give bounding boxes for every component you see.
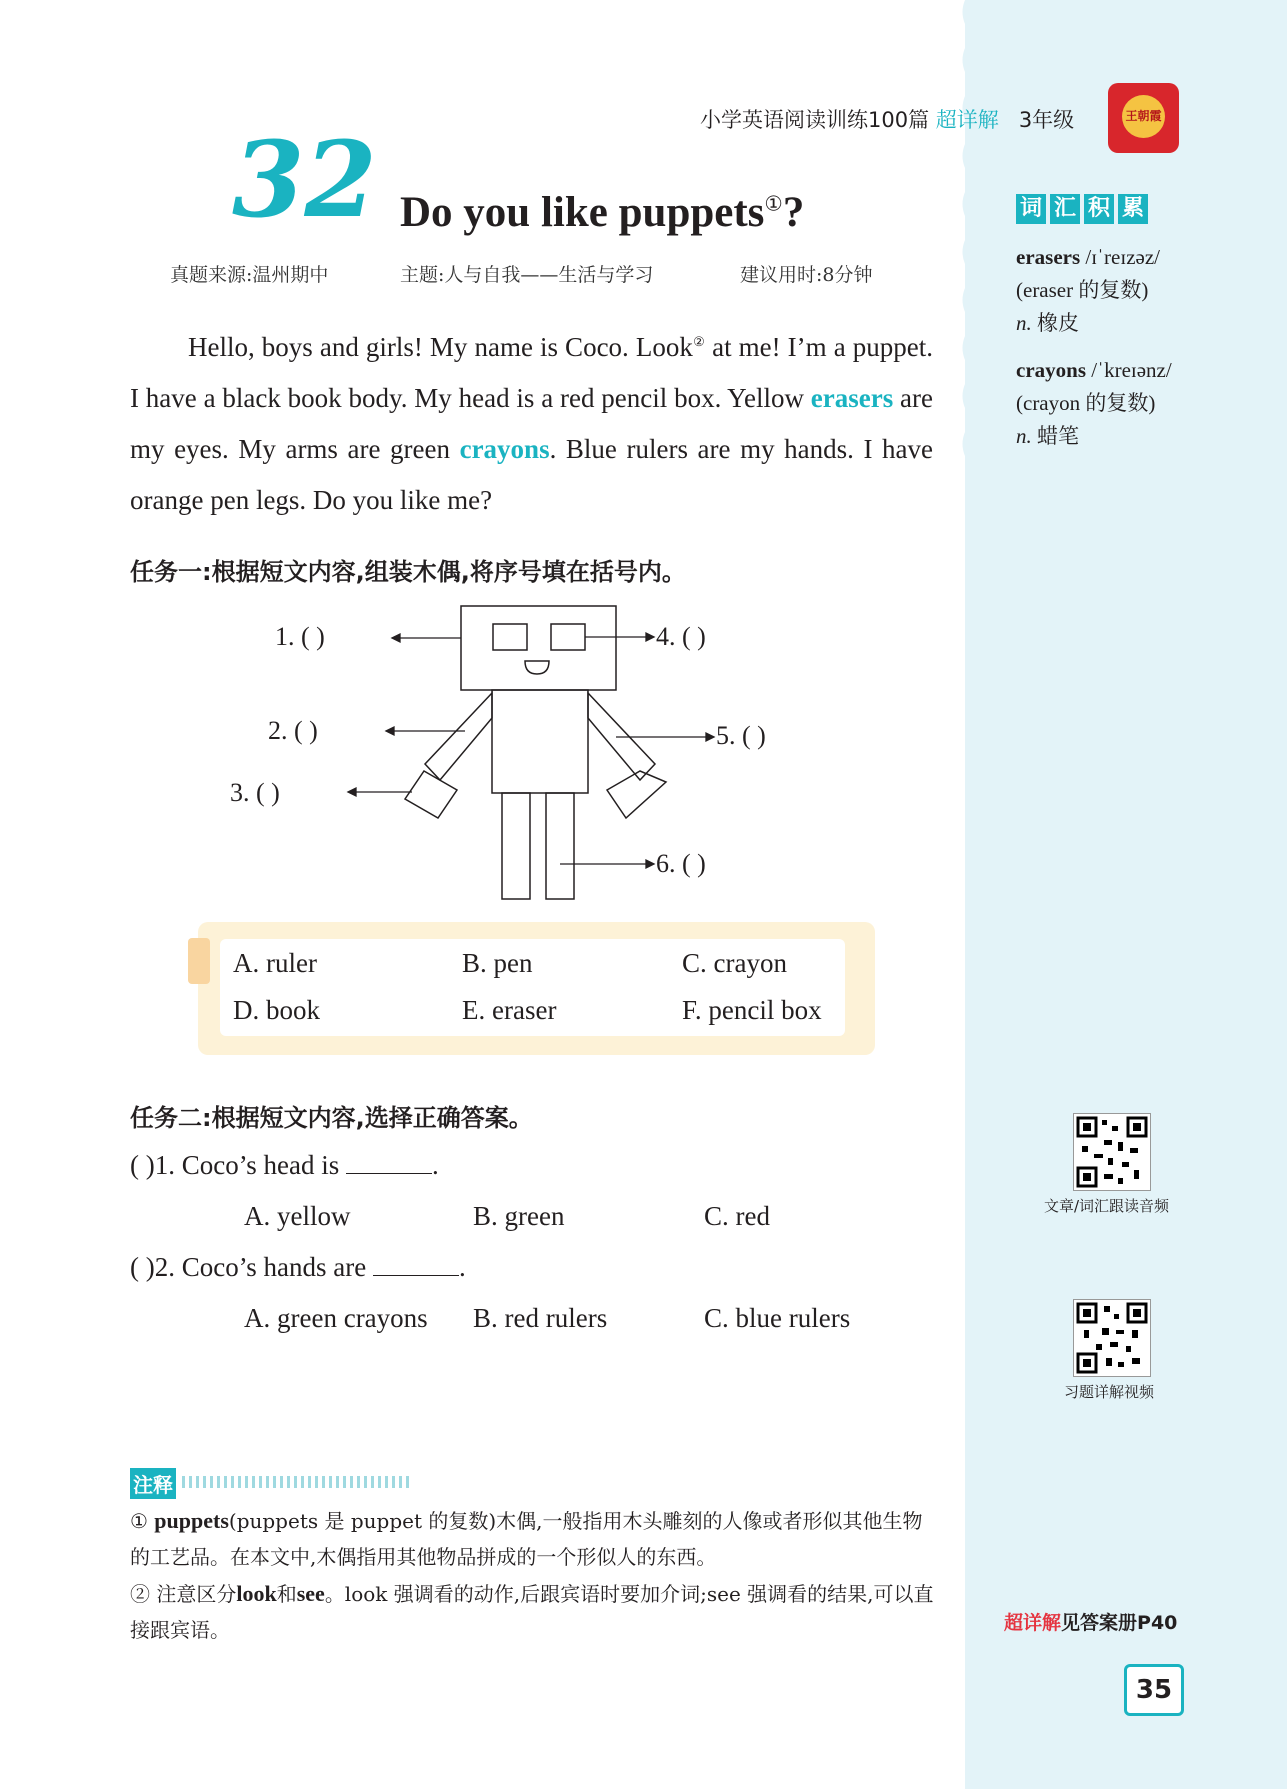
option-e: E. eraser: [462, 995, 557, 1025]
reading-passage: Hello, boys and girls! My name is Coco. Look② at me! I’m a puppet. I have a black book body. My head is a red pencil box. Yellow erasers are my eyes. My arms are green crayons. Blue rulers are my hands. I have orange pen legs. Do you like me?: [130, 332, 933, 515]
highlight-crayons: crayons: [459, 434, 550, 464]
grade-label: 3年级: [1018, 108, 1075, 132]
q2-choice-b: B. red rulers: [473, 1303, 608, 1333]
puppet-head: [461, 606, 616, 690]
video-qr-label: 习题详解视频: [1064, 1383, 1155, 1401]
task1-title: 任务一:根据短文内容,组装木偶,将序号填在括号内。: [130, 558, 686, 586]
option-a: A. ruler: [233, 948, 317, 978]
puppet-label-6: 6. ( ): [656, 849, 706, 878]
page-number: 35: [1124, 1664, 1184, 1716]
question-2: ( )2. Coco’s hands are .: [130, 1252, 466, 1282]
options-tab: [188, 938, 210, 984]
q2-choice-c: C. blue rulers: [704, 1303, 851, 1333]
options-box: [198, 922, 875, 1055]
logo-text: 王朝霞: [1125, 109, 1162, 123]
vocab-crayons: crayons /ˈkreɪənz/ (crayon 的复数) n. 蜡笔: [1016, 358, 1172, 448]
notes-divider: [182, 1476, 412, 1488]
puppet-label-2: 2. ( ): [268, 716, 318, 745]
q1-choice-c: C. red: [704, 1201, 770, 1231]
question-1: ( )1. Coco’s head is .: [130, 1150, 439, 1180]
puppet-hand-left: [405, 771, 457, 818]
video-qr-code[interactable]: [1073, 1299, 1151, 1377]
puppet-leg-right: [546, 793, 574, 899]
q2-choice-a: A. green crayons: [244, 1303, 428, 1333]
answer-blank: [373, 1274, 459, 1276]
series-accent: 超详解: [935, 108, 999, 132]
vocab-heading: 词 汇 积 累: [1016, 194, 1152, 224]
puppet-leg-left: [502, 793, 530, 899]
answer-blank: [346, 1172, 432, 1174]
lesson-title: Do you like puppets①?: [400, 189, 805, 236]
audio-qr-code[interactable]: [1073, 1113, 1151, 1191]
puppet-arm-left: [425, 693, 492, 780]
notes-heading: 注释: [130, 1468, 176, 1499]
highlight-erasers: erasers: [810, 383, 894, 413]
q1-choice-b: B. green: [473, 1201, 565, 1231]
note-2: ② 注意区分look和see。look 强调看的动作,后跟宾语时要加介词;see 强调看的结果,可以直接跟宾语。: [130, 1581, 934, 1642]
audio-qr-label: 文章/词汇跟读音频: [1044, 1197, 1170, 1215]
puppet-label-1: 1. ( ): [275, 622, 325, 651]
vocab-erasers: erasers /ɪˈreɪzəz/ (eraser 的复数) n. 橡皮: [1016, 245, 1160, 335]
puppet-label-4: 4. ( ): [656, 622, 706, 651]
puppet-body: [492, 690, 588, 793]
meta-time: 建议用时:8分钟: [740, 264, 873, 286]
option-f: F. pencil box: [682, 995, 822, 1025]
puppet-label-5: 5. ( ): [716, 721, 766, 750]
option-d: D. book: [233, 995, 320, 1025]
puppet-mouth: [525, 661, 549, 674]
q1-choice-a: A. yellow: [244, 1201, 351, 1231]
puppet-eye-right: [551, 624, 585, 650]
meta-source: 真题来源:温州期中: [170, 264, 329, 286]
puppet-hand-right: [607, 771, 666, 818]
series-title: 小学英语阅读训练100篇: [700, 108, 930, 132]
puppet-label-3: 3. ( ): [230, 778, 280, 807]
lesson-number: 32: [232, 118, 377, 241]
answer-reference: 超详解见答案册P40: [1004, 1612, 1178, 1634]
option-b: B. pen: [462, 948, 533, 978]
option-c: C. crayon: [682, 948, 787, 978]
puppet-eye-left: [493, 624, 527, 650]
task2-title: 任务二:根据短文内容,选择正确答案。: [130, 1104, 533, 1132]
note-1: ① puppets(puppets 是 puppet 的复数)木偶,一般指用木头雕刻的人像或者形似其他生物的工艺品。在本文中,木偶指用其他物品拼成的一个形似人的东西。: [130, 1508, 923, 1569]
meta-theme: 主题:人与自我——生活与学习: [400, 264, 654, 286]
